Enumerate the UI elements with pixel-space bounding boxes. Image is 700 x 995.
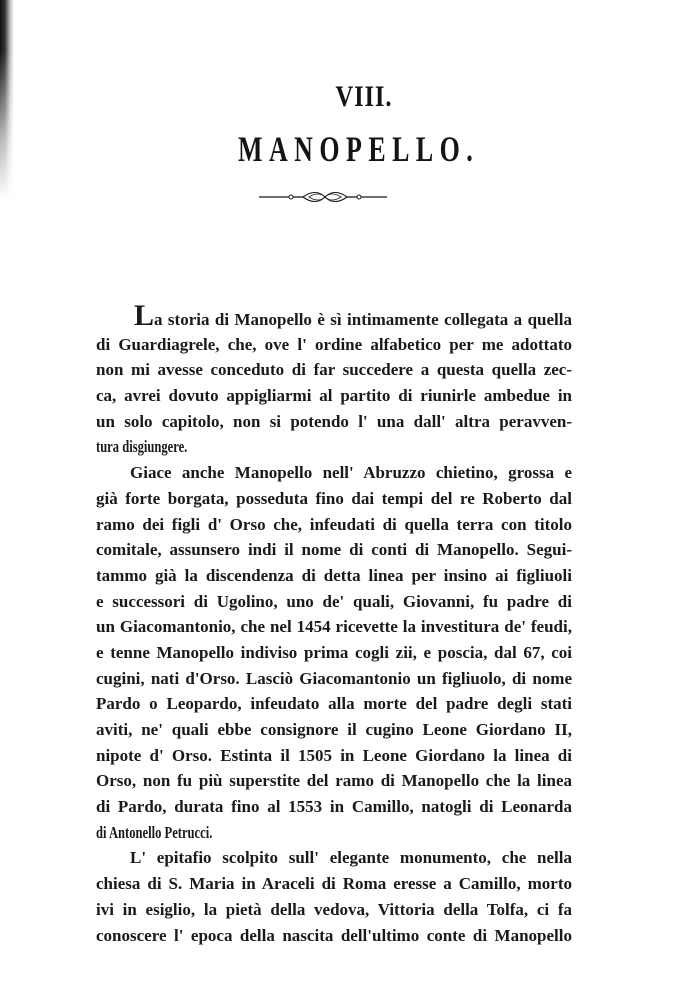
text-line: di Guardiagrele, che, ove l' ordine alfabetico per me adottato (96, 334, 572, 354)
text-line: non mi avesse conceduto di far succedere a questa quella zec- (96, 360, 572, 380)
scan-page-edge (0, 0, 14, 200)
chapter-title: MANOPELLO. (238, 129, 480, 169)
chapter-number: VIII. (335, 80, 393, 113)
text-line: ca, avrei dovuto appigliarmi al partito di riunirle ambedue in (96, 386, 572, 406)
text-line: Giace anche Manopello nell' Abruzzo chietino, grossa e (130, 463, 572, 483)
text-line: conoscere l' epoca della nascita dell'ultimo conte di Manopello (96, 925, 572, 945)
body-text (96, 299, 572, 948)
text-line: Orso, non fu più superstite del ramo di Manopello che la linea (96, 771, 572, 791)
text-line: aviti, ne' quali ebbe consignore il cugino Leone Giordano II, (96, 720, 572, 739)
text-line: chiesa di S. Maria in Araceli di Roma eresse a Camillo, morto (96, 874, 572, 894)
text-line: cugini, nati d'Orso. Lasciò Giacomantonio un figliuolo, di nome (96, 668, 572, 688)
text-line: ivi in esiglio, la pietà della vedova, Vittoria della Tolfa, ci fa (96, 899, 572, 919)
text-line: nipote d' Orso. Estinta il 1505 in Leone Giordano la linea di (96, 745, 572, 765)
text-line (96, 299, 572, 332)
text-line: e tenne Manopello indiviso prima cogli zii, e poscia, dal 67, coi (96, 642, 572, 662)
text-line: L' epitafio scolpito sull' elegante monumento, che nella (130, 848, 572, 868)
text-line: e successori di Ugolino, uno de' quali, Giovanni, fu padre di (96, 591, 572, 611)
text-line-content: a storia di Manopello è sì intimamente collegata a quella (154, 310, 572, 329)
text-line: un Giacomantonio, che nel 1454 ricevette la investitura de' feudi, (96, 617, 572, 637)
fleuron-divider-icon (259, 188, 387, 206)
text-line: un solo capitolo, non si potendo l' una dall' altra peravven- (96, 411, 572, 431)
text-line: già forte borgata, posseduta fino dai tempi del re Roberto dal (96, 488, 572, 508)
text-line: di Pardo, durata fino al 1553 in Camillo, natogli di Leonarda (96, 797, 572, 817)
text-line: comitale, assunsero indi il nome di conti di Manopello. Segui- (96, 540, 572, 560)
text-line: Pardo o Leopardo, infeudato alla morte del padre degli stati (96, 694, 572, 714)
text-line: tammo già la discendenza di detta linea per insino ai figliuoli (96, 565, 572, 585)
text-line: di Antonello Petrucci. (96, 822, 213, 842)
text-line: ramo dei figli d' Orso che, infeudati di quella terra con titolo (96, 514, 572, 534)
text-line: tura disgiungere. (96, 437, 188, 457)
drop-cap: L (134, 299, 155, 332)
